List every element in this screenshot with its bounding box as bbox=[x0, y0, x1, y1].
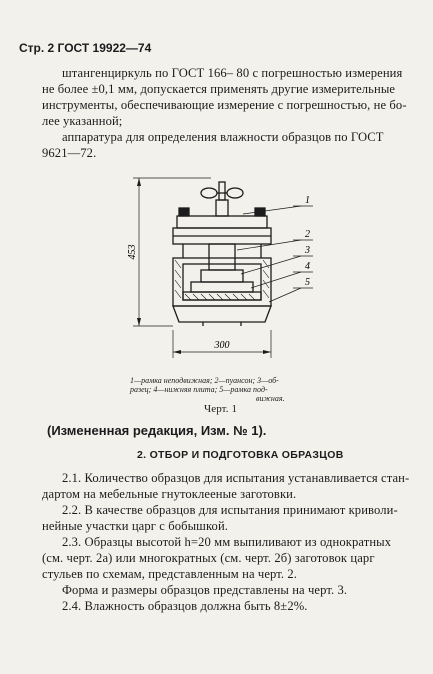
dim-height-label: 453 bbox=[127, 244, 138, 260]
intro-line: не более ±0,1 мм, допускается применять другие измерительные bbox=[42, 82, 396, 96]
body-line: 2.4. Влажность образцов должна быть 8±2%. bbox=[62, 599, 308, 613]
handle-knob-left bbox=[201, 188, 217, 198]
body-line: 2.1. Количество образцов для испытания устанавливается стан- bbox=[62, 471, 410, 485]
figure-caption-line: разец; 4—нижняя плита; 5—рамка под- bbox=[130, 385, 268, 394]
intro-line: штангенциркуль по ГОСТ 166– 80 с погрешностью измерения bbox=[62, 66, 403, 80]
body-line: 2.3. Образцы высотой h=20 мм выпиливают из однократных bbox=[62, 535, 392, 549]
intro-line: инструменты, обеспечивающие измерение с погрешностью, не бо- bbox=[42, 98, 407, 112]
page-header: Стр. 2 ГОСТ 19922—74 bbox=[19, 41, 152, 55]
body-line: 2.2. В качестве образцов для испытания принимают криволи- bbox=[62, 503, 398, 517]
body-line: дартом на мебельные гнутоклееные заготовки. bbox=[42, 487, 297, 501]
body-line: стульев по схемам, представленным на черт. 2. bbox=[42, 567, 298, 581]
body-line: (см. черт. 2а) или многократных (см. черт. 2б) заготовок царг bbox=[42, 551, 375, 565]
dim-width-label: 300 bbox=[214, 340, 230, 351]
intro-line: 9621—72. bbox=[42, 146, 97, 160]
figure-label: Черт. 1 bbox=[204, 403, 238, 415]
intro-line: аппаратура для определения влажности образцов по ГОСТ bbox=[62, 130, 384, 144]
body-line: Форма и размеры образцов представлены на черт. 3. bbox=[62, 583, 348, 597]
press-apparatus-drawing bbox=[125, 170, 325, 365]
figure-caption-line: 1—рамка неподвижная; 2—пуансон; 3—об- bbox=[130, 376, 279, 385]
callout-2: 2 bbox=[305, 229, 310, 240]
intro-line: лее указанной; bbox=[42, 114, 123, 128]
amendment-note: (Измененная редакция, Изм. № 1). bbox=[47, 423, 267, 438]
handle-knob-right bbox=[227, 188, 243, 198]
callout-1: 1 bbox=[305, 195, 310, 206]
callout-5: 5 bbox=[305, 277, 310, 288]
callout-3: 3 bbox=[305, 245, 310, 256]
section-title: 2. ОТБОР И ПОДГОТОВКА ОБРАЗЦОВ bbox=[137, 449, 344, 461]
body-line: нейные участки царг с бобышкой. bbox=[42, 519, 229, 533]
figure-caption-line: вижная. bbox=[256, 394, 285, 403]
callout-4: 4 bbox=[305, 261, 310, 272]
